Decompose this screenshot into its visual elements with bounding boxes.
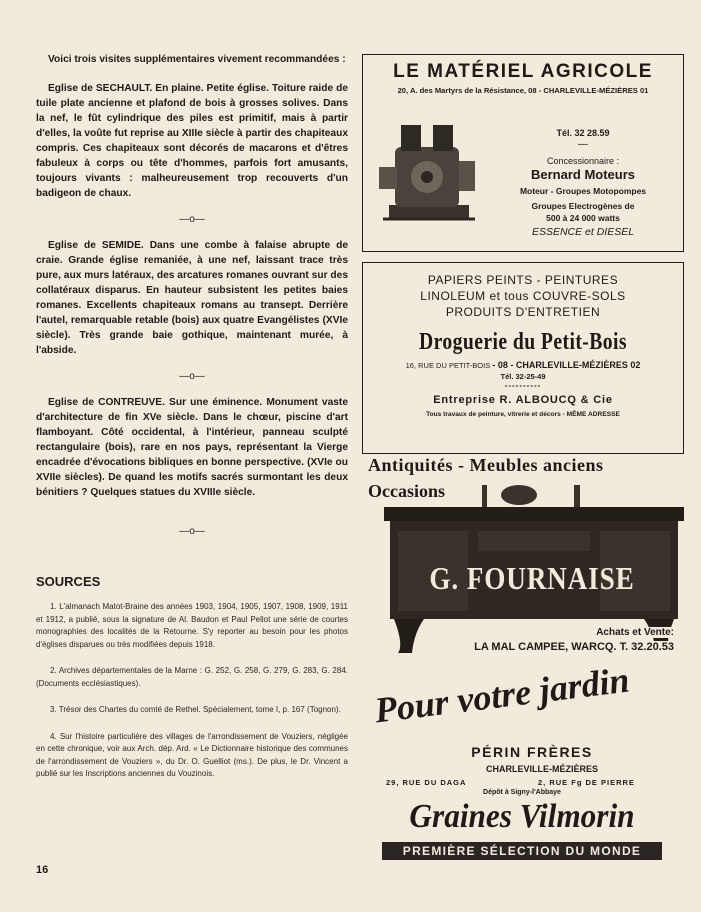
ad3-location: LA MAL CAMPEE, WARCQ. T. 32.20.53	[474, 641, 674, 653]
ad4-script: Pour votre jardin	[372, 659, 632, 731]
ad2-address-street: 16, RUE DU PETIT-BOIS	[405, 361, 491, 370]
intro-paragraph: Voici trois visites supplémentaires vivement recommandées :	[48, 54, 346, 65]
ad2-tel: Tél. 32-25-49	[500, 372, 546, 381]
ad1-tel: Tél. 32 28.59	[556, 128, 610, 138]
ad2-company: Entreprise R. ALBOUCQ & Cie	[433, 394, 613, 406]
ad-perin-freres	[362, 659, 682, 866]
ad1-dash: —	[578, 139, 588, 150]
ad-droguerie	[362, 262, 684, 454]
ad4-brand: Graines Vilmorin	[409, 798, 635, 835]
source-item: 1. L'almanach Matot-Braine des années 1903, 1904, 1905, 1907, 1908, 1909, 1911 et 1912, a publié, sous la signature de Al. Baudon et Paul Pellot une série de courtes monographies des localités de la Retourne. S'y reporter au besoin pour les photos d'églises disparues ou très modifiées depuis 1918.	[36, 602, 348, 649]
ad4-addr-left: 29, RUE DU DAGA	[386, 778, 467, 787]
ad3-sub: Occasions	[368, 481, 446, 501]
ad4-addr-right: 2, RUE Fg DE PIERRE	[538, 778, 635, 787]
ad2-dashes: ----------	[504, 381, 542, 390]
source-item: 3. Trésor des Chartes du comté de Rethel. Spécialement, tome I, p. 167 (Tognon).	[50, 705, 341, 714]
contreuve-paragraph: Eglise de CONTREUVE. Sur une éminence. Monument vaste d'architecture de fin XVe siècle. Dans le chœur, piscine d'art flamboyant. Côté occidental, à l'intérieur, panneau sculpté rectangulaire (bois), rare en nos pays, représentant la Vierge encadrée d'évocations bibliques en bonne perspective. (XVIe ou XVIIe siècles). De quand les motifs sacrés surmontant les deux bénitiers ? Quelques statues du XVIIIe siècle.	[36, 397, 348, 498]
separator: —o—	[179, 526, 205, 537]
sechault-paragraph: Eglise de SECHAULT. En plaine. Petite église. Toiture raide de tuile plate ancienne et plafond de bois à grosses solives. Dans la nef, le fût cylindrique des piles est primitif, mais à partir d'elles, la voûte fut reprise au XIIIe siècle à partir des chapiteaux compris. Ces chapiteaux sont décorés de macarons et d'êtres fabuleux à corps ou tête d'hommes, parfois fort amusants, toujours vivants : malheureusement trop recouverts d'un badigeon de chaux.	[36, 83, 348, 199]
ad2-line3: PRODUITS D'ENTRETIEN	[445, 305, 601, 319]
sources-section	[36, 574, 348, 795]
ad2-line1: PAPIERS PEINTS - PEINTURES	[427, 273, 619, 287]
ad4-company: PÉRIN FRÈRES	[471, 744, 593, 760]
ad-fournaise	[362, 455, 682, 665]
ad3-buy: Achats et Vente:	[596, 627, 674, 638]
ad1-concession: Concessionnaire :	[546, 156, 620, 166]
ad2-store-name: Droguerie du Petit-Bois	[418, 329, 628, 355]
semide-paragraph: Eglise de SEMIDE. Dans une combe à falaise abrupte de craie. Grande église remaniée, à une nef, laissant trace très pure, aux murs latéraux, des arcatures romanes ouvrant sur des collatéraux disparus. En hauteur subsistent les petites baies romanes. Excellents chapiteaux romans au transept. Derrière l'autel, remarquable retable (bois) aux quatre Evangélistes (XVIe siècle). Très grande baie gothique, maintenant murée, à l'abside.	[36, 240, 348, 356]
ad3-name: G. FOURNAISE	[429, 560, 635, 596]
ad2-address-city: - 08 - CHARLEVILLE-MÉZIÈRES 02	[492, 360, 641, 370]
ad3-headline: Antiquités - Meubles anciens	[368, 455, 604, 475]
ad1-dealer: Bernard Moteurs	[530, 167, 636, 182]
ad4-city: CHARLEVILLE-MÉZIÈRES	[485, 764, 598, 774]
page-number: 16	[36, 864, 49, 876]
source-item: 2. Archives départementales de la Marne : G. 252, G. 258, G. 279, G. 283, G. 284. (Documents ecclésiastiques).	[36, 666, 348, 688]
separator: —o—	[179, 371, 205, 382]
source-item: 4. Sur l'histoire particulière des villages de l'arrondissement de Vouziers, négligée en cette chronique, voir aux Arch. dép. Ard. « Le Dictionnaire historique des communes de l'arrondissement de Vouziers », du Dr. O. Guelliot (ms.). De plus, le Dr. Vincent a publié sur les Inscriptions anciennes du Vouzinois.	[36, 731, 348, 778]
sources-title: SOURCES	[36, 574, 101, 589]
ad1-details	[493, 128, 673, 238]
engine-illustration	[375, 109, 483, 231]
ad2-line2: LINOLEUM et tous COUVRE-SOLS	[420, 289, 626, 303]
ad1-products: Moteur - Groupes Motopompes	[519, 186, 647, 196]
ad2-address	[363, 360, 683, 370]
ad1-fuel: ESSENCE et DIESEL	[531, 226, 635, 238]
ad1-range: 500 à 24 000 watts	[546, 213, 620, 223]
ad-materiel-agricole	[362, 54, 684, 252]
ad2-works: Tous travaux de peinture, vitrerie et décors - MÊME ADRESSE	[426, 411, 620, 418]
ad1-address: 20, A. des Martyrs de la Résistance, 08 - CHARLEVILLE-MÉZIÈRES 01	[397, 86, 649, 95]
ad4-band: PREMIÈRE SÉLECTION DU MONDE	[382, 842, 662, 860]
ad1-groups: Groupes Electrogènes de	[531, 201, 635, 211]
article-column	[36, 52, 348, 550]
ad4-depot: Dépôt à Signy-l'Abbaye	[483, 789, 561, 796]
ad1-title: LE MATÉRIEL AGRICOLE	[393, 61, 653, 82]
separator: —o—	[179, 214, 205, 225]
